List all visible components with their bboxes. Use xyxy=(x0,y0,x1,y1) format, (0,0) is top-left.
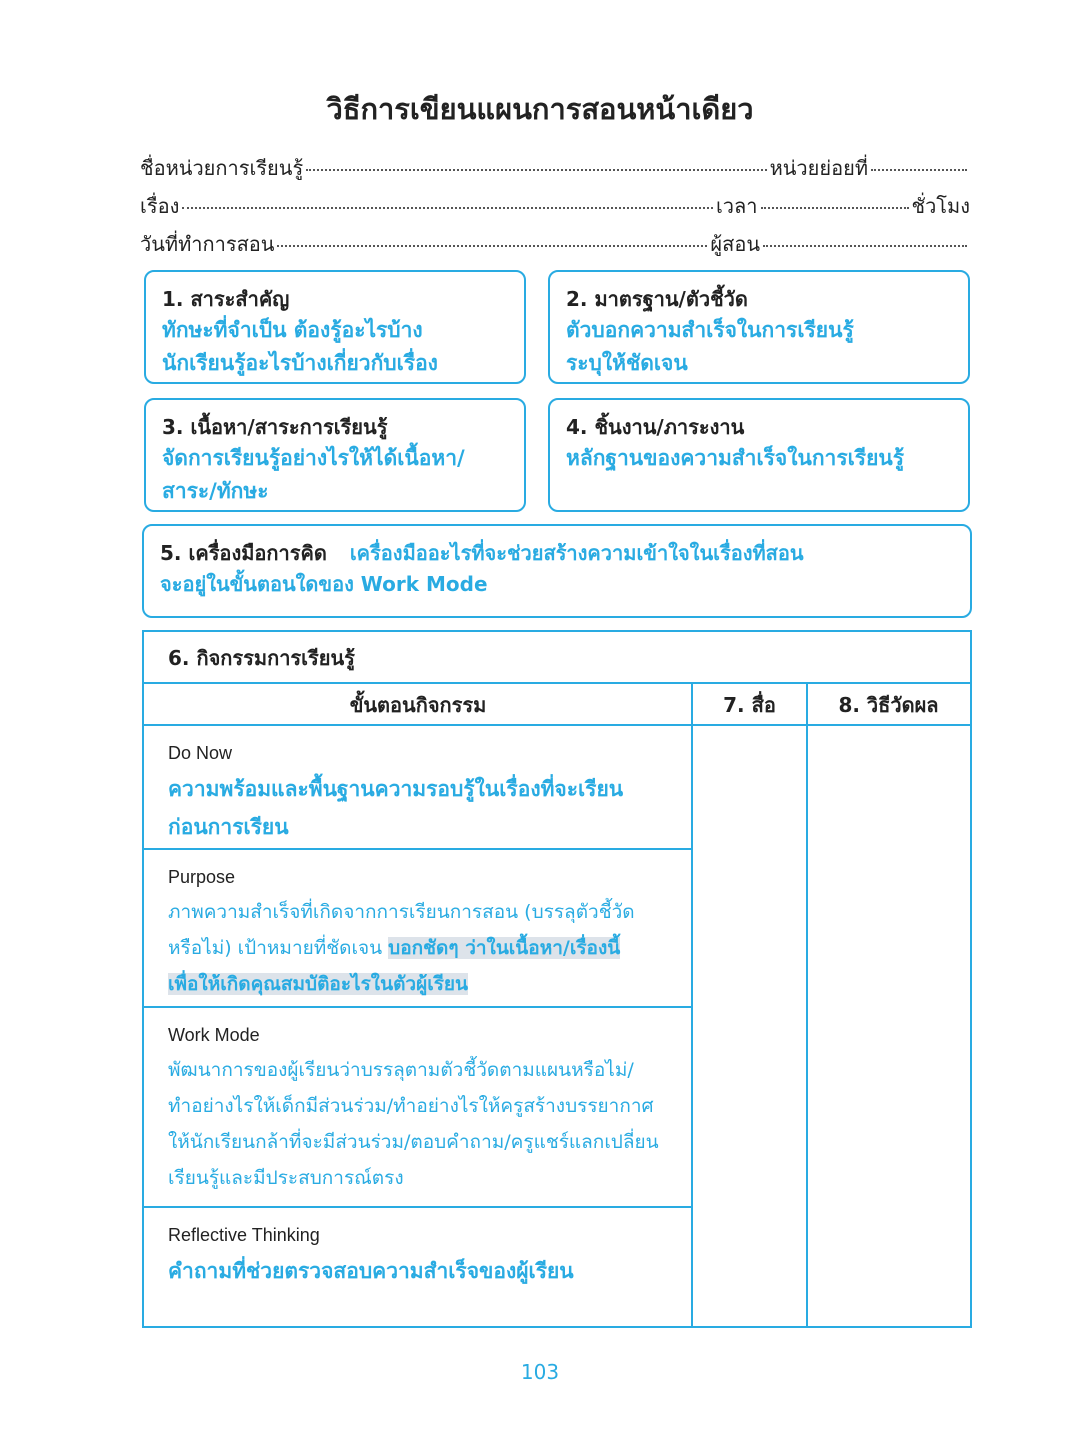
subunit-label: หน่วยย่อยที่ xyxy=(769,156,868,180)
do-now-line: ความพร้อมและพื้นฐานความรอบรู้ในเรื่องที่จะเรียน xyxy=(168,777,624,801)
box-1-heading: 1. สาระสำคัญ xyxy=(162,287,290,311)
activity-table-heading: 6. กิจกรรมการเรียนรู้ xyxy=(144,632,970,684)
date-field[interactable] xyxy=(277,244,707,247)
row-divider xyxy=(144,1206,692,1208)
activity-table xyxy=(142,630,972,1328)
info-line-unit xyxy=(140,152,970,184)
box-2-line: ตัวบอกความสำเร็จในการเรียนรู้ xyxy=(566,318,854,342)
purpose-highlight: บอกชัดๆ ว่าในเนื้อหา/เรื่องนี้ xyxy=(388,937,621,959)
page-number: 103 xyxy=(520,1360,560,1384)
box-3-line: จัดการเรียนรู้อย่างไรให้ได้เนื้อหา/ xyxy=(162,446,465,470)
box-2-line: ระบุให้ชัดเจน xyxy=(566,351,688,375)
unit-field[interactable] xyxy=(306,168,766,171)
row-do-now xyxy=(144,730,692,852)
reflective-label: Reflective Thinking xyxy=(168,1225,320,1245)
reflective-line: คำถามที่ช่วยตรวจสอบความสำเร็จของผู้เรียน xyxy=(168,1259,574,1283)
purpose-line-3 xyxy=(168,966,682,1002)
purpose-highlight: เพื่อให้เกิดคุณสมบัติอะไรในตัวผู้เรียน xyxy=(168,973,469,995)
do-now-label: Do Now xyxy=(168,743,233,763)
purpose-label: Purpose xyxy=(168,867,236,887)
subunit-field[interactable] xyxy=(871,168,967,171)
box-1-line: นักเรียนรู้อะไรบ้างเกี่ยวกับเรื่อง xyxy=(162,351,438,375)
row-divider xyxy=(144,848,692,850)
col-head-media: 7. สื่อ xyxy=(692,684,807,726)
box-key-concept xyxy=(144,270,526,384)
work-mode-label: Work Mode xyxy=(168,1025,260,1045)
box-3-heading: 3. เนื้อหา/สาระการเรียนรู้ xyxy=(162,415,388,439)
box-5-desc: เครื่องมืออะไรที่จะช่วยสร้างความเข้าใจในเรื่องที่สอน xyxy=(349,541,804,565)
work-mode-line: พัฒนาการของผู้เรียนว่าบรรลุตามตัวชี้วัดตามแผนหรือไม่/ xyxy=(168,1059,634,1081)
box-standards xyxy=(548,270,970,384)
hours-label: ชั่วโมง xyxy=(911,194,970,218)
topic-field[interactable] xyxy=(182,206,713,209)
purpose-line-1: ภาพความสำเร็จที่เกิดจากการเรียนการสอน (บรรลุตัวชี้วัด xyxy=(168,901,635,923)
box-3-line: สาระ/ทักษะ xyxy=(162,479,269,503)
purpose-line-2 xyxy=(168,930,682,966)
info-line-topic xyxy=(140,190,970,222)
row-purpose xyxy=(144,854,692,1008)
box-5-line-2: จะอยู่ในขั้นตอนใดของ Work Mode xyxy=(160,572,488,596)
time-label: เวลา xyxy=(715,194,758,218)
column-divider xyxy=(806,684,808,1326)
box-2-heading: 2. มาตรฐาน/ตัวชี้วัด xyxy=(566,287,748,311)
work-mode-line: ทำอย่างไรให้เด็กมีส่วนร่วม/ทำอย่างไรให้ครูสร้างบรรยากาศ xyxy=(168,1095,654,1117)
box-5-line-1 xyxy=(160,538,954,568)
teacher-label: ผู้สอน xyxy=(710,232,760,256)
col-head-steps: ขั้นตอนกิจกรรม xyxy=(144,684,692,726)
unit-label: ชื่อหน่วยการเรียนรู้ xyxy=(140,156,304,180)
row-work-mode xyxy=(144,1012,692,1202)
teacher-field[interactable] xyxy=(763,244,967,247)
box-content xyxy=(144,398,526,512)
purpose-line-2a: หรือไม่) เป้าหมายที่ชัดเจน xyxy=(168,937,389,959)
date-label: วันที่ทำการสอน xyxy=(140,232,275,256)
box-5-heading: 5. เครื่องมือการคิด xyxy=(160,541,327,565)
row-divider xyxy=(144,1006,692,1008)
box-1-line: ทักษะที่จำเป็น ต้องรู้อะไรบ้าง xyxy=(162,318,423,342)
row-reflective xyxy=(144,1212,692,1296)
box-thinking-tools xyxy=(142,524,972,618)
page-title: วิธีการเขียนแผนการสอนหน้าเดียว xyxy=(326,92,754,126)
info-line-date xyxy=(140,228,970,260)
work-mode-line: เรียนรู้และมีประสบการณ์ตรง xyxy=(168,1167,404,1189)
box-4-heading: 4. ชิ้นงาน/ภาระงาน xyxy=(566,415,745,439)
work-mode-line: ให้นักเรียนกล้าที่จะมีส่วนร่วม/ตอบคำถาม/ครูแชร์แลกเปลี่ยน xyxy=(168,1131,659,1153)
box-4-line: หลักฐานของความสำเร็จในการเรียนรู้ xyxy=(566,446,905,470)
do-now-line: ก่อนการเรียน xyxy=(168,815,289,839)
topic-label: เรื่อง xyxy=(140,194,180,218)
time-field[interactable] xyxy=(761,206,909,209)
col-head-eval: 8. วิธีวัดผล xyxy=(807,684,970,726)
box-workload xyxy=(548,398,970,512)
